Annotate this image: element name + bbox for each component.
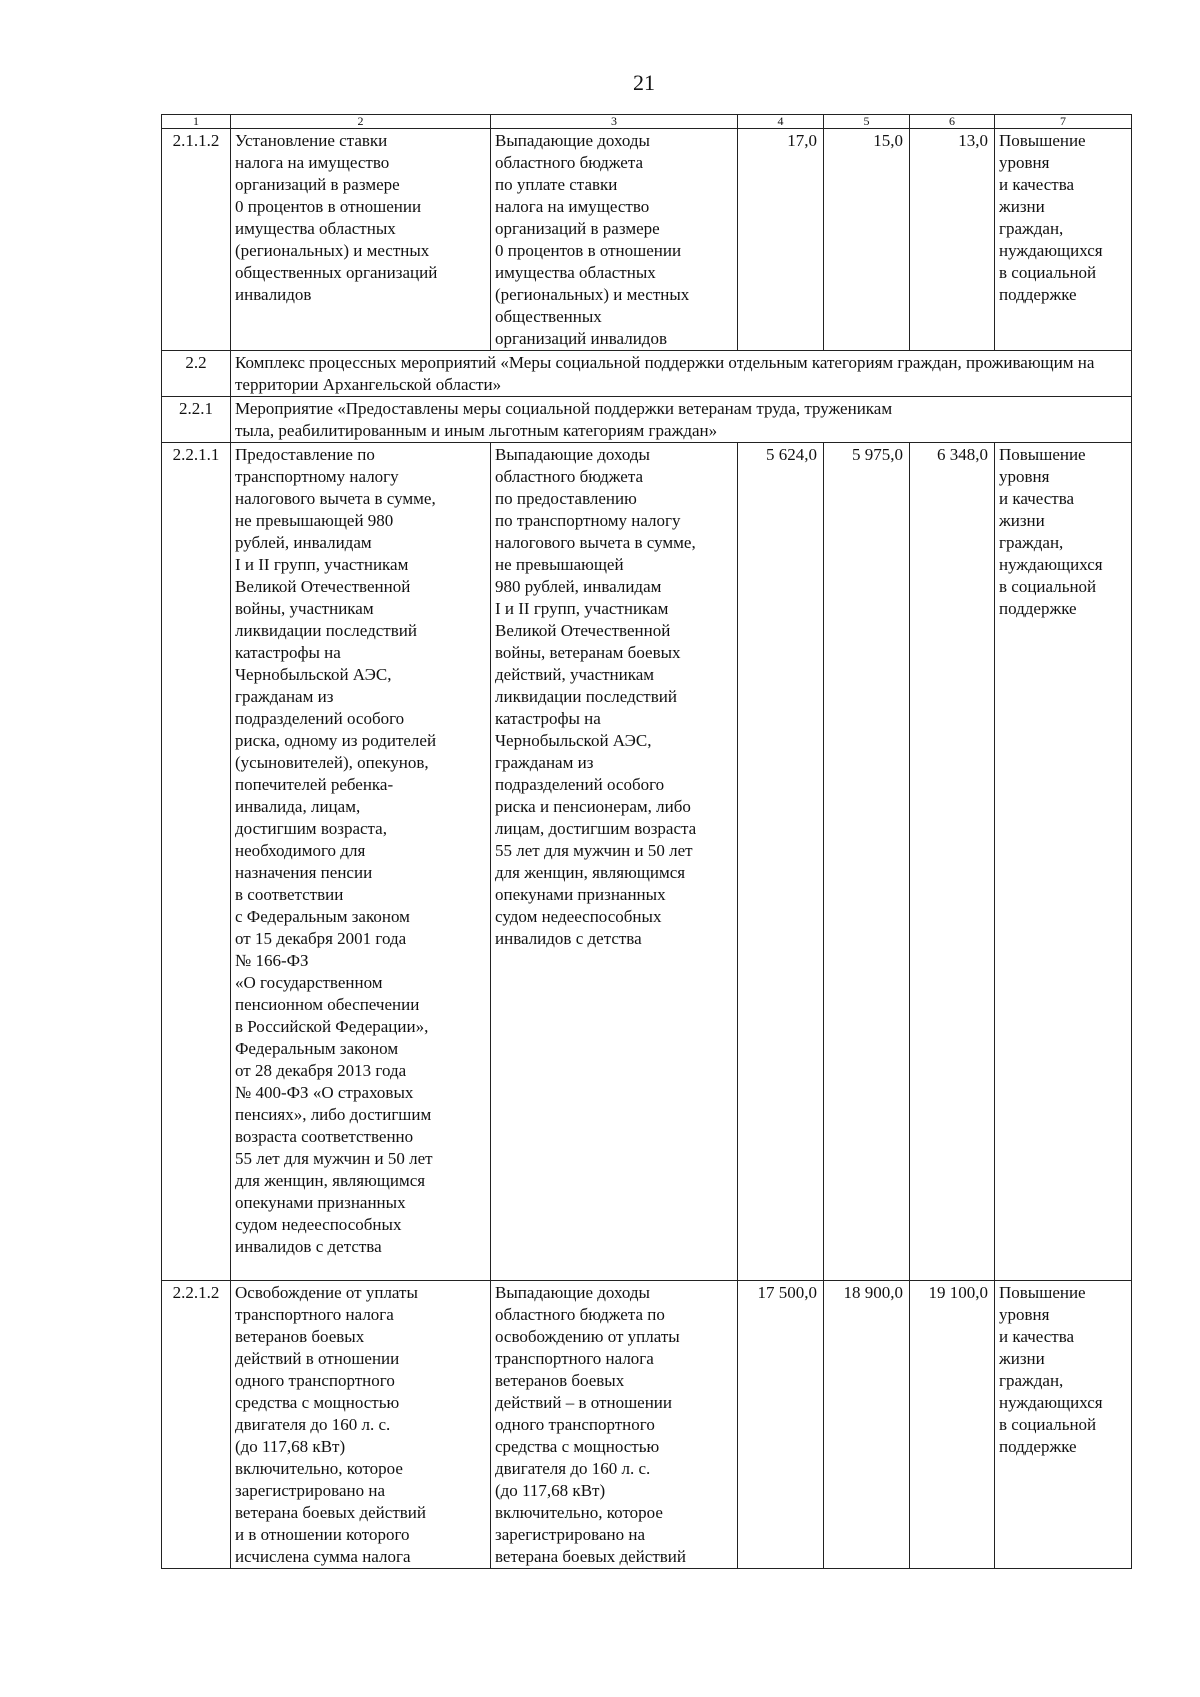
column-number: 1 xyxy=(162,115,231,129)
column-number: 6 xyxy=(910,115,995,129)
revenue-loss-description: Выпадающие доходы областного бюджета по уплате ставки налога на имущество организаций в размере 0 процентов в отношении имущества областных (региональных) и местных общественных организаций инвалидов xyxy=(491,129,738,351)
measure-description: Освобождение от уплаты транспортного налога ветеранов боевых действий в отношении одного транспортного средства с мощностью двигателя до 160 л. с. (до 117,68 кВт) включительно, которое зарегистрировано на ветерана боевых действий и в отношении которого исчислена сумма налога xyxy=(231,1281,491,1569)
column-number-row xyxy=(162,115,1132,129)
expected-result: Повышение уровня и качества жизни граждан, нуждающихся в социальной поддержке xyxy=(995,129,1132,351)
value-col-4: 5 624,0 xyxy=(738,443,824,1281)
row-number: 2.2 xyxy=(162,351,231,397)
row-number: 2.2.1 xyxy=(162,397,231,443)
value-col-5: 5 975,0 xyxy=(824,443,910,1281)
row-number: 2.2.1.2 xyxy=(162,1281,231,1569)
value-col-4: 17 500,0 xyxy=(738,1281,824,1569)
value-col-4: 17,0 xyxy=(738,129,824,351)
column-number: 4 xyxy=(738,115,824,129)
value-col-5: 15,0 xyxy=(824,129,910,351)
column-number: 2 xyxy=(231,115,491,129)
value-col-5: 18 900,0 xyxy=(824,1281,910,1569)
revenue-loss-description: Выпадающие доходы областного бюджета по предоставлению по транспортному налогу налогового вычета в сумме, не превышающей 980 рублей, инвалидам I и II групп, участникам Великой Отечественной войны, ветеранам боевых действий, участникам ликвидации последствий катастрофы на Чернобыльской АЭС, гражданам из подразделений особого риска и пенсионерам, либо лицам, достигшим возраста 55 лет для мужчин и 50 лет для женщин, являющимся опекунами признанных судом недееспособных инвалидов с детства xyxy=(491,443,738,1281)
section-row xyxy=(162,397,1132,443)
table-row xyxy=(162,443,1132,1281)
measure-description: Предоставление по транспортному налогу налогового вычета в сумме, не превышающей 980 рублей, инвалидам I и II групп, участникам Великой Отечественной войны, участникам ликвидации последствий катастрофы на Чернобыльской АЭС, гражданам из подразделений особого риска, одному из родителей (усыновителей), опекунов, попечителей ребенка- инвалида, лицам, достигшим возраста, необходимого для назначения пенсии в соответствии с Федеральным законом от 15 декабря 2001 года № 166-ФЗ «О государственном пенсионном обеспечении в Российской Федерации», Федеральным законом от 28 декабря 2013 года № 400-ФЗ «О страховых пенсиях», либо достигшим возраста соответственно 55 лет для мужчин и 50 лет для женщин, являющимся опекунами признанных судом недееспособных инвалидов с детства xyxy=(231,443,491,1281)
revenue-loss-description: Выпадающие доходы областного бюджета по освобождению от уплаты транспортного налога ветеранов боевых действий – в отношении одного транспортного средства с мощностью двигателя до 160 л. с. (до 117,68 кВт) включительно, которое зарегистрировано на ветерана боевых действий xyxy=(491,1281,738,1569)
value-col-6: 13,0 xyxy=(910,129,995,351)
measure-description: Установление ставки налога на имущество организаций в размере 0 процентов в отношении имущества областных (региональных) и местных общественных организаций инвалидов xyxy=(231,129,491,351)
expected-result: Повышение уровня и качества жизни граждан, нуждающихся в социальной поддержке xyxy=(995,1281,1132,1569)
section-title: Комплекс процессных мероприятий «Меры социальной поддержки отдельным категориям граждан, проживающим на территории Архангельской области» xyxy=(231,351,1132,397)
column-number: 5 xyxy=(824,115,910,129)
table-row xyxy=(162,129,1132,351)
section-title: Мероприятие «Предоставлены меры социальной поддержки ветеранам труда, труженикам тыла, реабилитированным и иным льготным категориям граждан» xyxy=(231,397,1132,443)
section-row xyxy=(162,351,1132,397)
value-col-6: 19 100,0 xyxy=(910,1281,995,1569)
row-number: 2.2.1.1 xyxy=(162,443,231,1281)
expected-result: Повышение уровня и качества жизни граждан, нуждающихся в социальной поддержке xyxy=(995,443,1132,1281)
value-col-6: 6 348,0 xyxy=(910,443,995,1281)
measures-table xyxy=(161,114,1132,1569)
row-number: 2.1.1.2 xyxy=(162,129,231,351)
page-number: 21 xyxy=(633,70,655,95)
table-row xyxy=(162,1281,1132,1569)
column-number: 7 xyxy=(995,115,1132,129)
column-number: 3 xyxy=(491,115,738,129)
